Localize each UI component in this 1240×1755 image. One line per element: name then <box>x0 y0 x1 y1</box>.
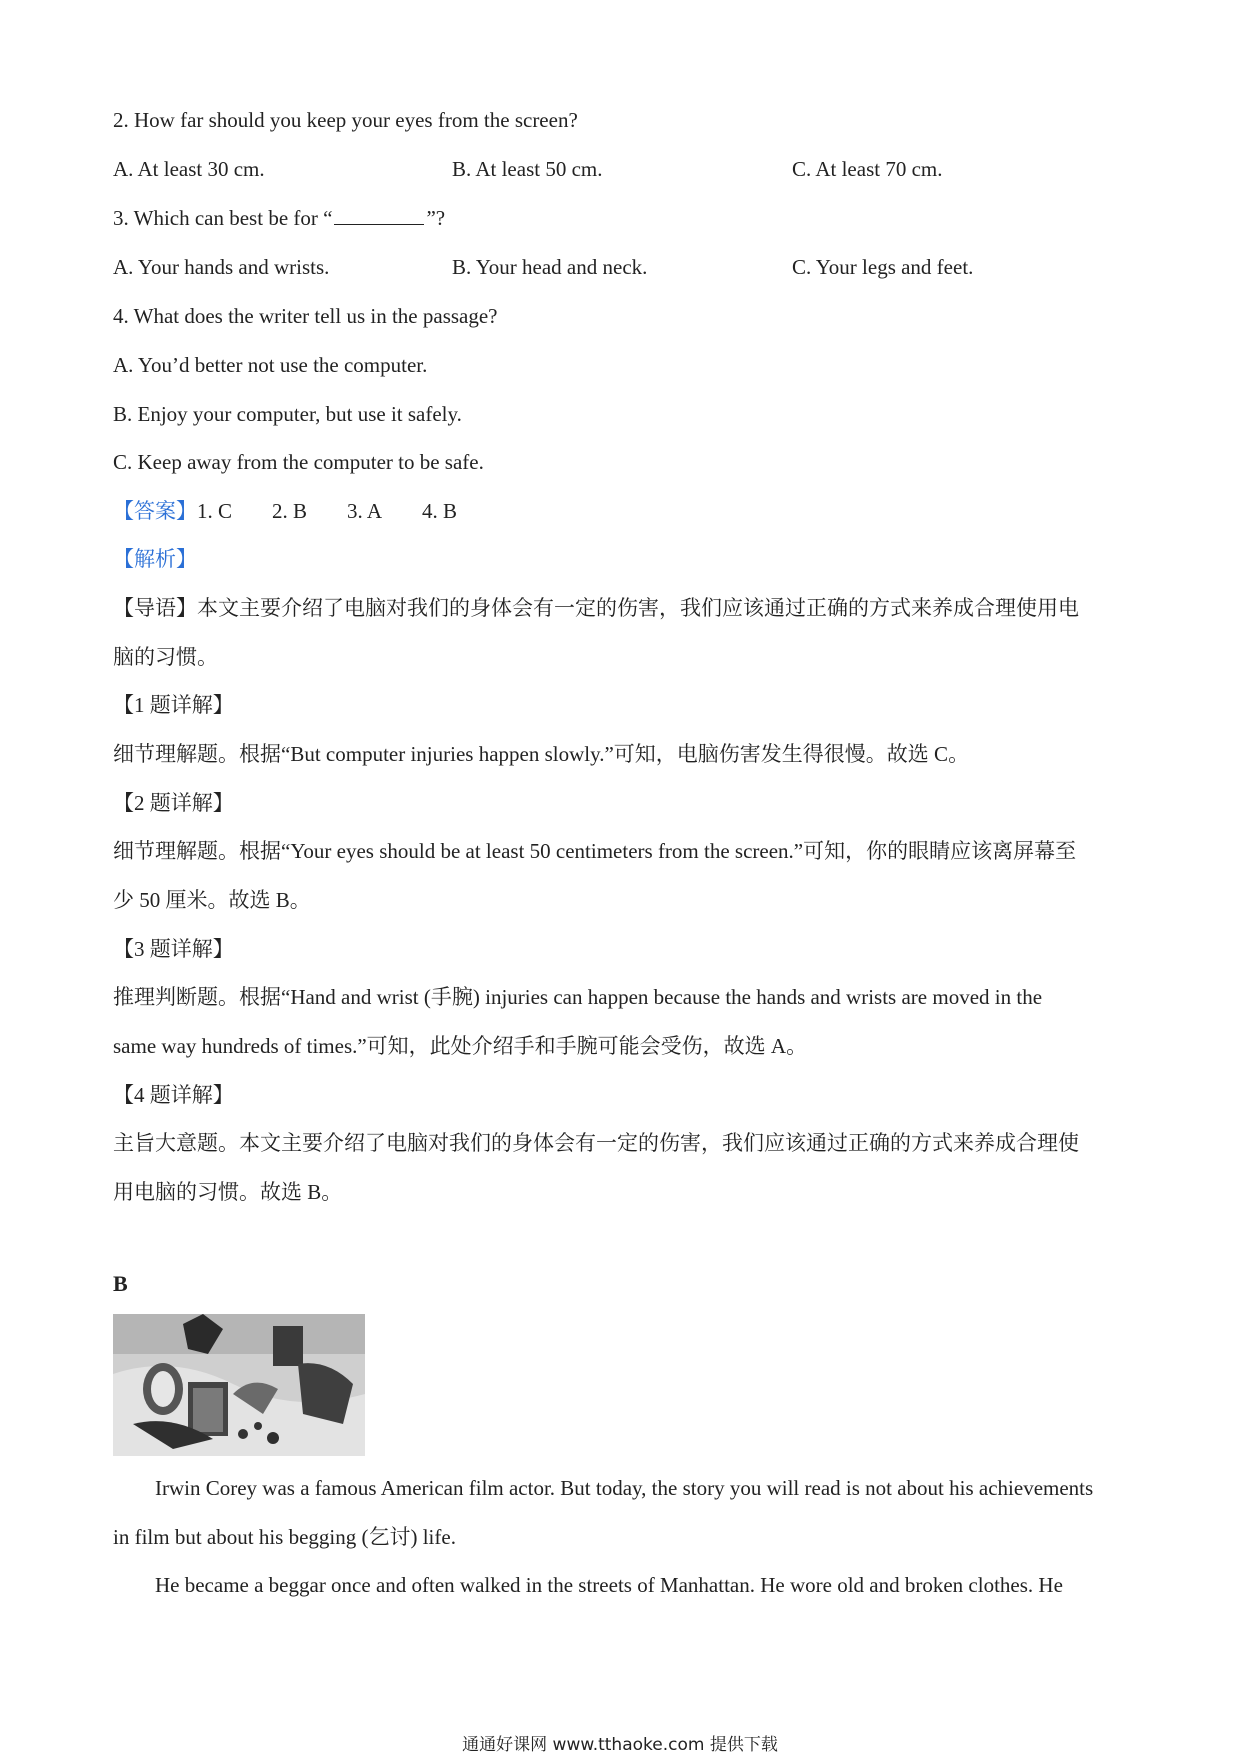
story-photo <box>113 1314 365 1456</box>
detail-3-text-2: same way hundreds of times.”可知，此处介绍手和手腕可能会受伤，故选 A。 <box>113 1034 808 1058</box>
q4-option-a: A. You’d better not use the computer. <box>113 353 428 377</box>
answer-item: 1. C <box>197 499 233 523</box>
story-para-1-line-2: in film but about his begging (乞讨) life. <box>113 1525 456 1549</box>
answer-label: 【答案】 <box>113 499 197 523</box>
detail-3-heading: 【3 题详解】 <box>113 937 234 961</box>
answer-item: 3. A <box>347 499 383 523</box>
page-footer: 通通好课网 www.tthaoke.com 提供下载 <box>462 1735 778 1755</box>
q4-option-c: C. Keep away from the computer to be safe. <box>113 450 484 474</box>
detail-4-text-1: 主旨大意题。本文主要介绍了电脑对我们的身体会有一定的伤害，我们应该通过正确的方式来养成合理使 <box>113 1131 1079 1155</box>
answer-line <box>113 497 497 525</box>
detail-3-text-1: 推理判断题。根据“Hand and wrist (手腕) injuries can happen because the hands and wrists are moved in the <box>113 985 1043 1009</box>
q3-option-b: B. Your head and neck. <box>452 255 648 279</box>
question-2: 2. How far should you keep your eyes from the screen? <box>113 108 578 132</box>
detail-1-text: 细节理解题。根据“But computer injuries happen slowly.”可知，电脑伤害发生得很慢。故选 C。 <box>113 742 970 766</box>
q2-option-c: C. At least 70 cm. <box>792 157 943 181</box>
question-3-prefix: 3. Which can best be for “ <box>113 206 333 230</box>
q2-option-b: B. At least 50 cm. <box>452 157 603 181</box>
answer-item: 4. B <box>422 499 458 523</box>
q3-option-a: A. Your hands and wrists. <box>113 255 330 279</box>
story-photo-illustration <box>113 1314 365 1456</box>
story-para-1-line-1: Irwin Corey was a famous American film actor. But today, the story you will read is not about his achievements <box>155 1476 1094 1500</box>
detail-2-text-1: 细节理解题。根据“Your eyes should be at least 50 centimeters from the screen.”可知，你的眼睛应该离屏幕至 <box>113 839 1077 863</box>
q2-option-a: A. At least 30 cm. <box>113 157 265 181</box>
question-4: 4. What does the writer tell us in the passage? <box>113 304 498 328</box>
q3-option-c: C. Your legs and feet. <box>792 255 974 279</box>
question-3 <box>113 204 445 232</box>
analysis-label: 【解析】 <box>113 547 197 571</box>
intro-line-2: 脑的习惯。 <box>113 645 218 669</box>
detail-1-heading: 【1 题详解】 <box>113 693 234 717</box>
answer-blank <box>334 206 424 225</box>
story-para-2-line-1: He became a beggar once and often walked in the streets of Manhattan. He wore old and broken clothes. He <box>155 1573 1063 1597</box>
section-heading: B <box>113 1271 128 1296</box>
detail-4-text-2: 用电脑的习惯。故选 B。 <box>113 1180 343 1204</box>
answer-item: 2. B <box>272 499 308 523</box>
detail-4-heading: 【4 题详解】 <box>113 1083 234 1107</box>
detail-2-heading: 【2 题详解】 <box>113 791 234 815</box>
question-3-suffix: ”? <box>426 206 446 230</box>
q4-option-b: B. Enjoy your computer, but use it safely. <box>113 402 462 426</box>
detail-2-text-2: 少 50 厘米。故选 B。 <box>113 888 311 912</box>
intro-line-1: 【导语】本文主要介绍了电脑对我们的身体会有一定的伤害，我们应该通过正确的方式来养成合理使用电 <box>113 596 1079 620</box>
